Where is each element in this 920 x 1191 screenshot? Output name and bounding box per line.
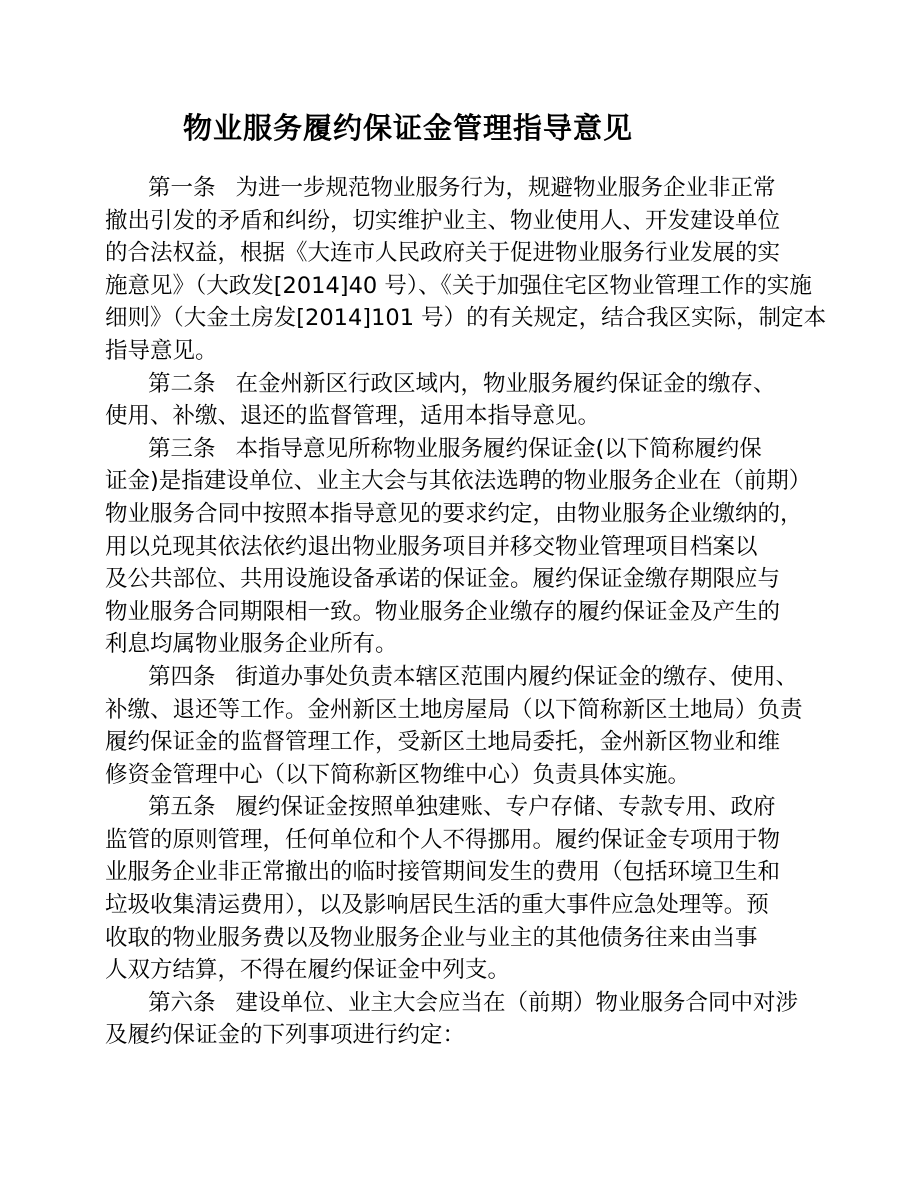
article-line: 物业服务合同中按照本指导意见的要求约定，由物业服务企业缴纳的， xyxy=(105,500,803,527)
article-3 xyxy=(105,433,825,661)
article-line: 利息均属物业服务企业所有。 xyxy=(105,631,398,658)
article-line xyxy=(105,368,825,401)
article-text: 履约保证金按照单独建账、专户存储、专款专用、政府 xyxy=(235,794,776,821)
article-line xyxy=(105,172,825,205)
article-text: 建设单位、业主大会应当在（前期）物业服务合同中对涉 xyxy=(235,989,799,1016)
article-text: 街道办事处负责本辖区范围内履约保证金的缴存、使用、 xyxy=(235,663,799,690)
article-heading: 第二条 xyxy=(148,370,216,397)
article-line: 补缴、退还等工作。金州新区土地房屋局（以下简称新区土地局）负责 xyxy=(105,696,803,723)
article-line: 及公共部位、共用设施设备承诺的保证金。履约保证金缴存期限应与 xyxy=(105,566,781,593)
article-line: 垃圾收集清运费用），以及影响居民生活的重大事件应急处理等。预 xyxy=(105,892,769,919)
article-line: 用以兑现其依法依约退出物业服务项目并移交物业管理项目档案以 xyxy=(105,533,758,560)
article-text: 在金州新区行政区域内，物业服务履约保证金的缴存、 xyxy=(235,370,776,397)
article-6 xyxy=(105,987,825,1052)
article-line xyxy=(105,791,825,824)
article-heading: 第六条 xyxy=(148,989,216,1016)
document-body xyxy=(105,172,825,1052)
article-heading: 第五条 xyxy=(148,794,216,821)
article-line: 的合法权益，根据《大连市人民政府关于促进物业服务行业发展的实 xyxy=(105,240,781,267)
article-line: 收取的物业服务费以及物业服务企业与业主的其他债务往来由当事 xyxy=(105,924,758,951)
article-5 xyxy=(105,791,825,987)
article-line: 撤出引发的矛盾和纠纷，切实维护业主、物业使用人、开发建设单位 xyxy=(105,207,781,234)
article-heading: 第一条 xyxy=(148,175,216,201)
article-heading: 第四条 xyxy=(148,663,216,690)
article-line xyxy=(105,661,825,694)
article-2 xyxy=(105,368,825,433)
article-line: 使用、补缴、退还的监督管理，适用本指导意见。 xyxy=(105,403,601,430)
article-line: 施意见》（大政发[2014]40 号）、《关于加强住宅区物业管理工作的实施 xyxy=(105,272,812,299)
article-line: 业服务企业非正常撤出的临时接管期间发生的费用（包括环境卫生和 xyxy=(105,859,781,886)
article-line: 及履约保证金的下列事项进行约定： xyxy=(105,1022,466,1049)
article-text: 为进一步规范物业服务行为，规避物业服务企业非正常 xyxy=(235,175,776,201)
article-4 xyxy=(105,661,825,791)
article-text: 本指导意见所称物业服务履约保证金(以下简称履约保 xyxy=(235,435,762,462)
article-1 xyxy=(105,172,825,368)
article-line: 履约保证金的监督管理工作，受新区土地局委托，金州新区物业和维 xyxy=(105,729,781,756)
article-heading: 第三条 xyxy=(148,435,216,462)
article-line: 指导意见。 xyxy=(105,337,218,364)
article-line: 监管的原则管理，任何单位和个人不得挪用。履约保证金专项用于物 xyxy=(105,826,781,853)
document-title: 物业服务履约保证金管理指导意见 xyxy=(183,111,634,145)
article-line xyxy=(105,433,825,466)
article-line: 细则》（大金土房发[2014]101 号）的有关规定，结合我区实际，制定本 xyxy=(105,305,827,332)
article-line: 证金)是指建设单位、业主大会与其依法选聘的物业服务企业在（前期） xyxy=(105,468,812,495)
article-line: 修资金管理中心（以下简称新区物维中心）负责具体实施。 xyxy=(105,761,691,788)
article-line: 物业服务合同期限相一致。物业服务企业缴存的履约保证金及产生的 xyxy=(105,598,781,625)
article-line: 人双方结算，不得在履约保证金中列支。 xyxy=(105,957,511,984)
article-line xyxy=(105,987,825,1020)
